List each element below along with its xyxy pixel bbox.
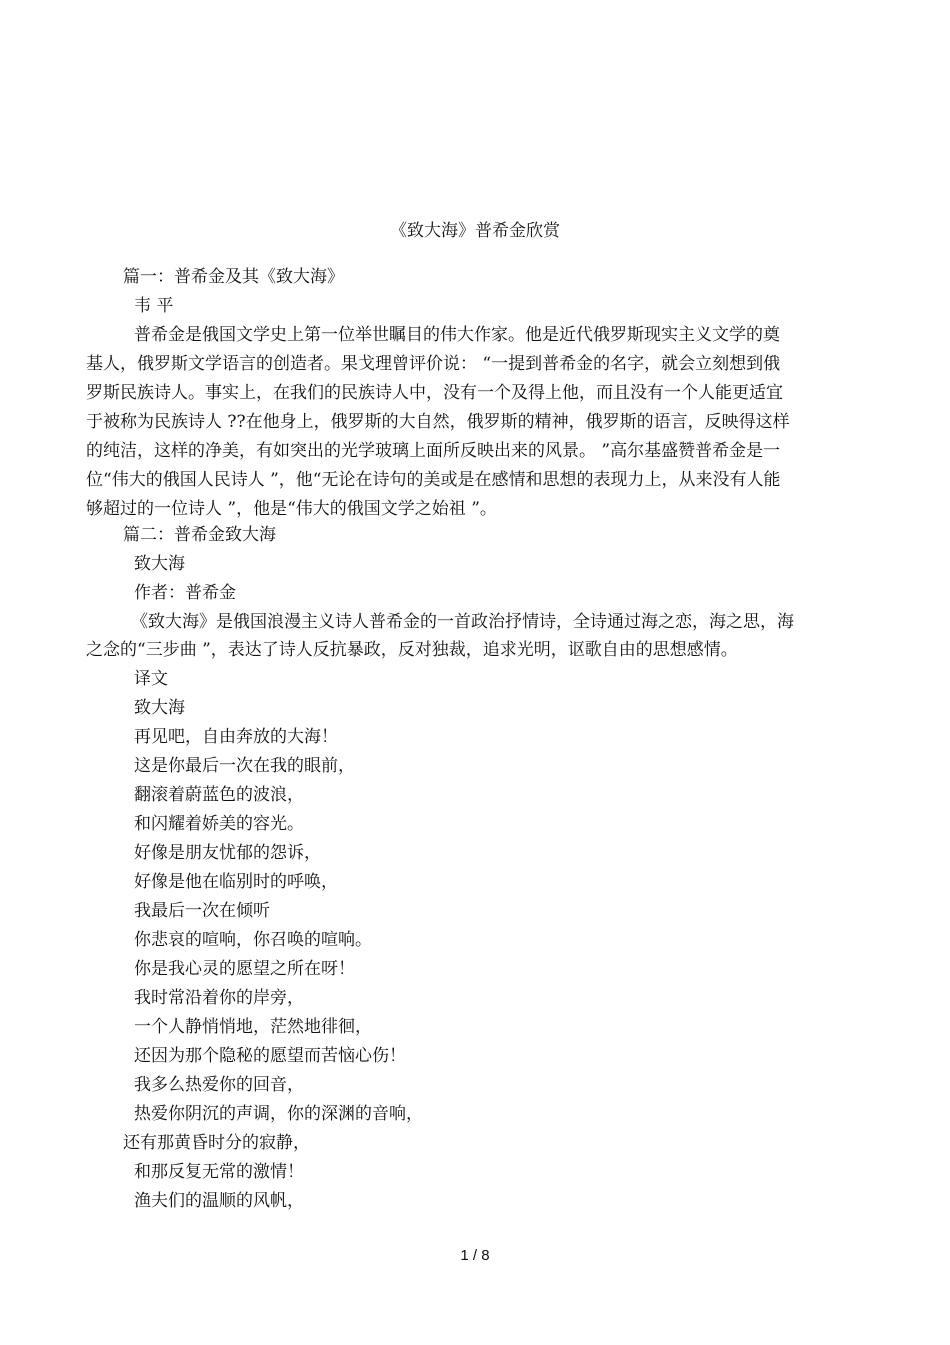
poem-line: 热爱你阴沉的声调，你的深渊的音响， [134, 1104, 423, 1124]
poem-line: 一个人静悄悄地，茫然地徘徊， [134, 1017, 372, 1037]
poem-line: 好像是他在临别时的呼唤， [134, 872, 338, 892]
poem-line: 我最后一次在倾听 [134, 901, 270, 921]
page-number: 1 / 8 [460, 1247, 490, 1264]
poem-line: 还因为那个隐秘的愿望而苦恼心伤！ [134, 1046, 406, 1066]
poem-line: 渔夫们的温顺的风帆， [134, 1191, 304, 1211]
part1-author: 韦 平 [134, 296, 174, 316]
translation-label: 译文 [134, 669, 168, 689]
document-title: 《致大海》普希金欣赏 [390, 221, 560, 241]
poem-line: 还有那黄昏时分的寂静， [123, 1133, 310, 1153]
poem-title: 致大海 [134, 554, 185, 574]
poem-line: 我多么热爱你的回音， [134, 1075, 304, 1095]
intro-line: 《致大海》是俄国浪漫主义诗人普希金的一首政治抒情诗，全诗通过海之恋，海之思，海 [131, 612, 794, 632]
poem-line: 你悲哀的喧响，你召唤的喧响。 [134, 930, 372, 950]
paragraph-line: 普希金是俄国文学史上第一位举世瞩目的伟大作家。他是近代俄罗斯现实主义文学的奠 [134, 325, 780, 345]
paragraph-line: 够超过的一位诗人 ”，他是“伟大的俄国文学之始祖 ”。 [86, 499, 497, 519]
intro-line: 之念的“三步曲 ”，表达了诗人反抗暴政，反对独裁，追求光明，讴歌自由的思想感情。 [86, 640, 738, 660]
paragraph-line: 罗斯民族诗人。事实上，在我们的民族诗人中，没有一个及得上他，而且没有一个人能更适宜 [86, 383, 783, 403]
part1-heading: 篇一：普希金及其《致大海》 [123, 267, 344, 287]
poem-line: 翻滚着蔚蓝色的波浪， [134, 785, 304, 805]
poem-line: 这是你最后一次在我的眼前， [134, 756, 355, 776]
poem-line: 再见吧，自由奔放的大海！ [134, 727, 338, 747]
translation-title: 致大海 [134, 698, 185, 718]
poem-line: 和闪耀着娇美的容光。 [134, 814, 304, 834]
poem-line: 好像是朋友忧郁的怨诉， [134, 843, 321, 863]
poem-line: 我时常沿着你的岸旁， [134, 988, 304, 1008]
poem-line: 你是我心灵的愿望之所在呀！ [134, 959, 355, 979]
poem-author: 作者：普希金 [134, 583, 236, 603]
paragraph-line: 的纯洁，这样的净美，有如突出的光学玻璃上面所反映出来的风景。 ”高尔基盛赞普希金是一 [86, 441, 781, 461]
paragraph-line: 位“伟大的俄国人民诗人 ”，他“无论在诗句的美或是在感情和思想的表现力上，从来没有人能 [86, 470, 781, 490]
paragraph-line: 基人，俄罗斯文学语言的创造者。果戈理曾评价说： “一提到普希金的名字，就会立刻想到俄 [86, 354, 781, 374]
poem-line: 和那反复无常的激情！ [134, 1162, 304, 1182]
paragraph-line: 于被称为民族诗人 ??在他身上，俄罗斯的大自然，俄罗斯的精神，俄罗斯的语言，反映得这样 [86, 412, 790, 432]
part2-heading: 篇二：普希金致大海 [123, 525, 276, 545]
